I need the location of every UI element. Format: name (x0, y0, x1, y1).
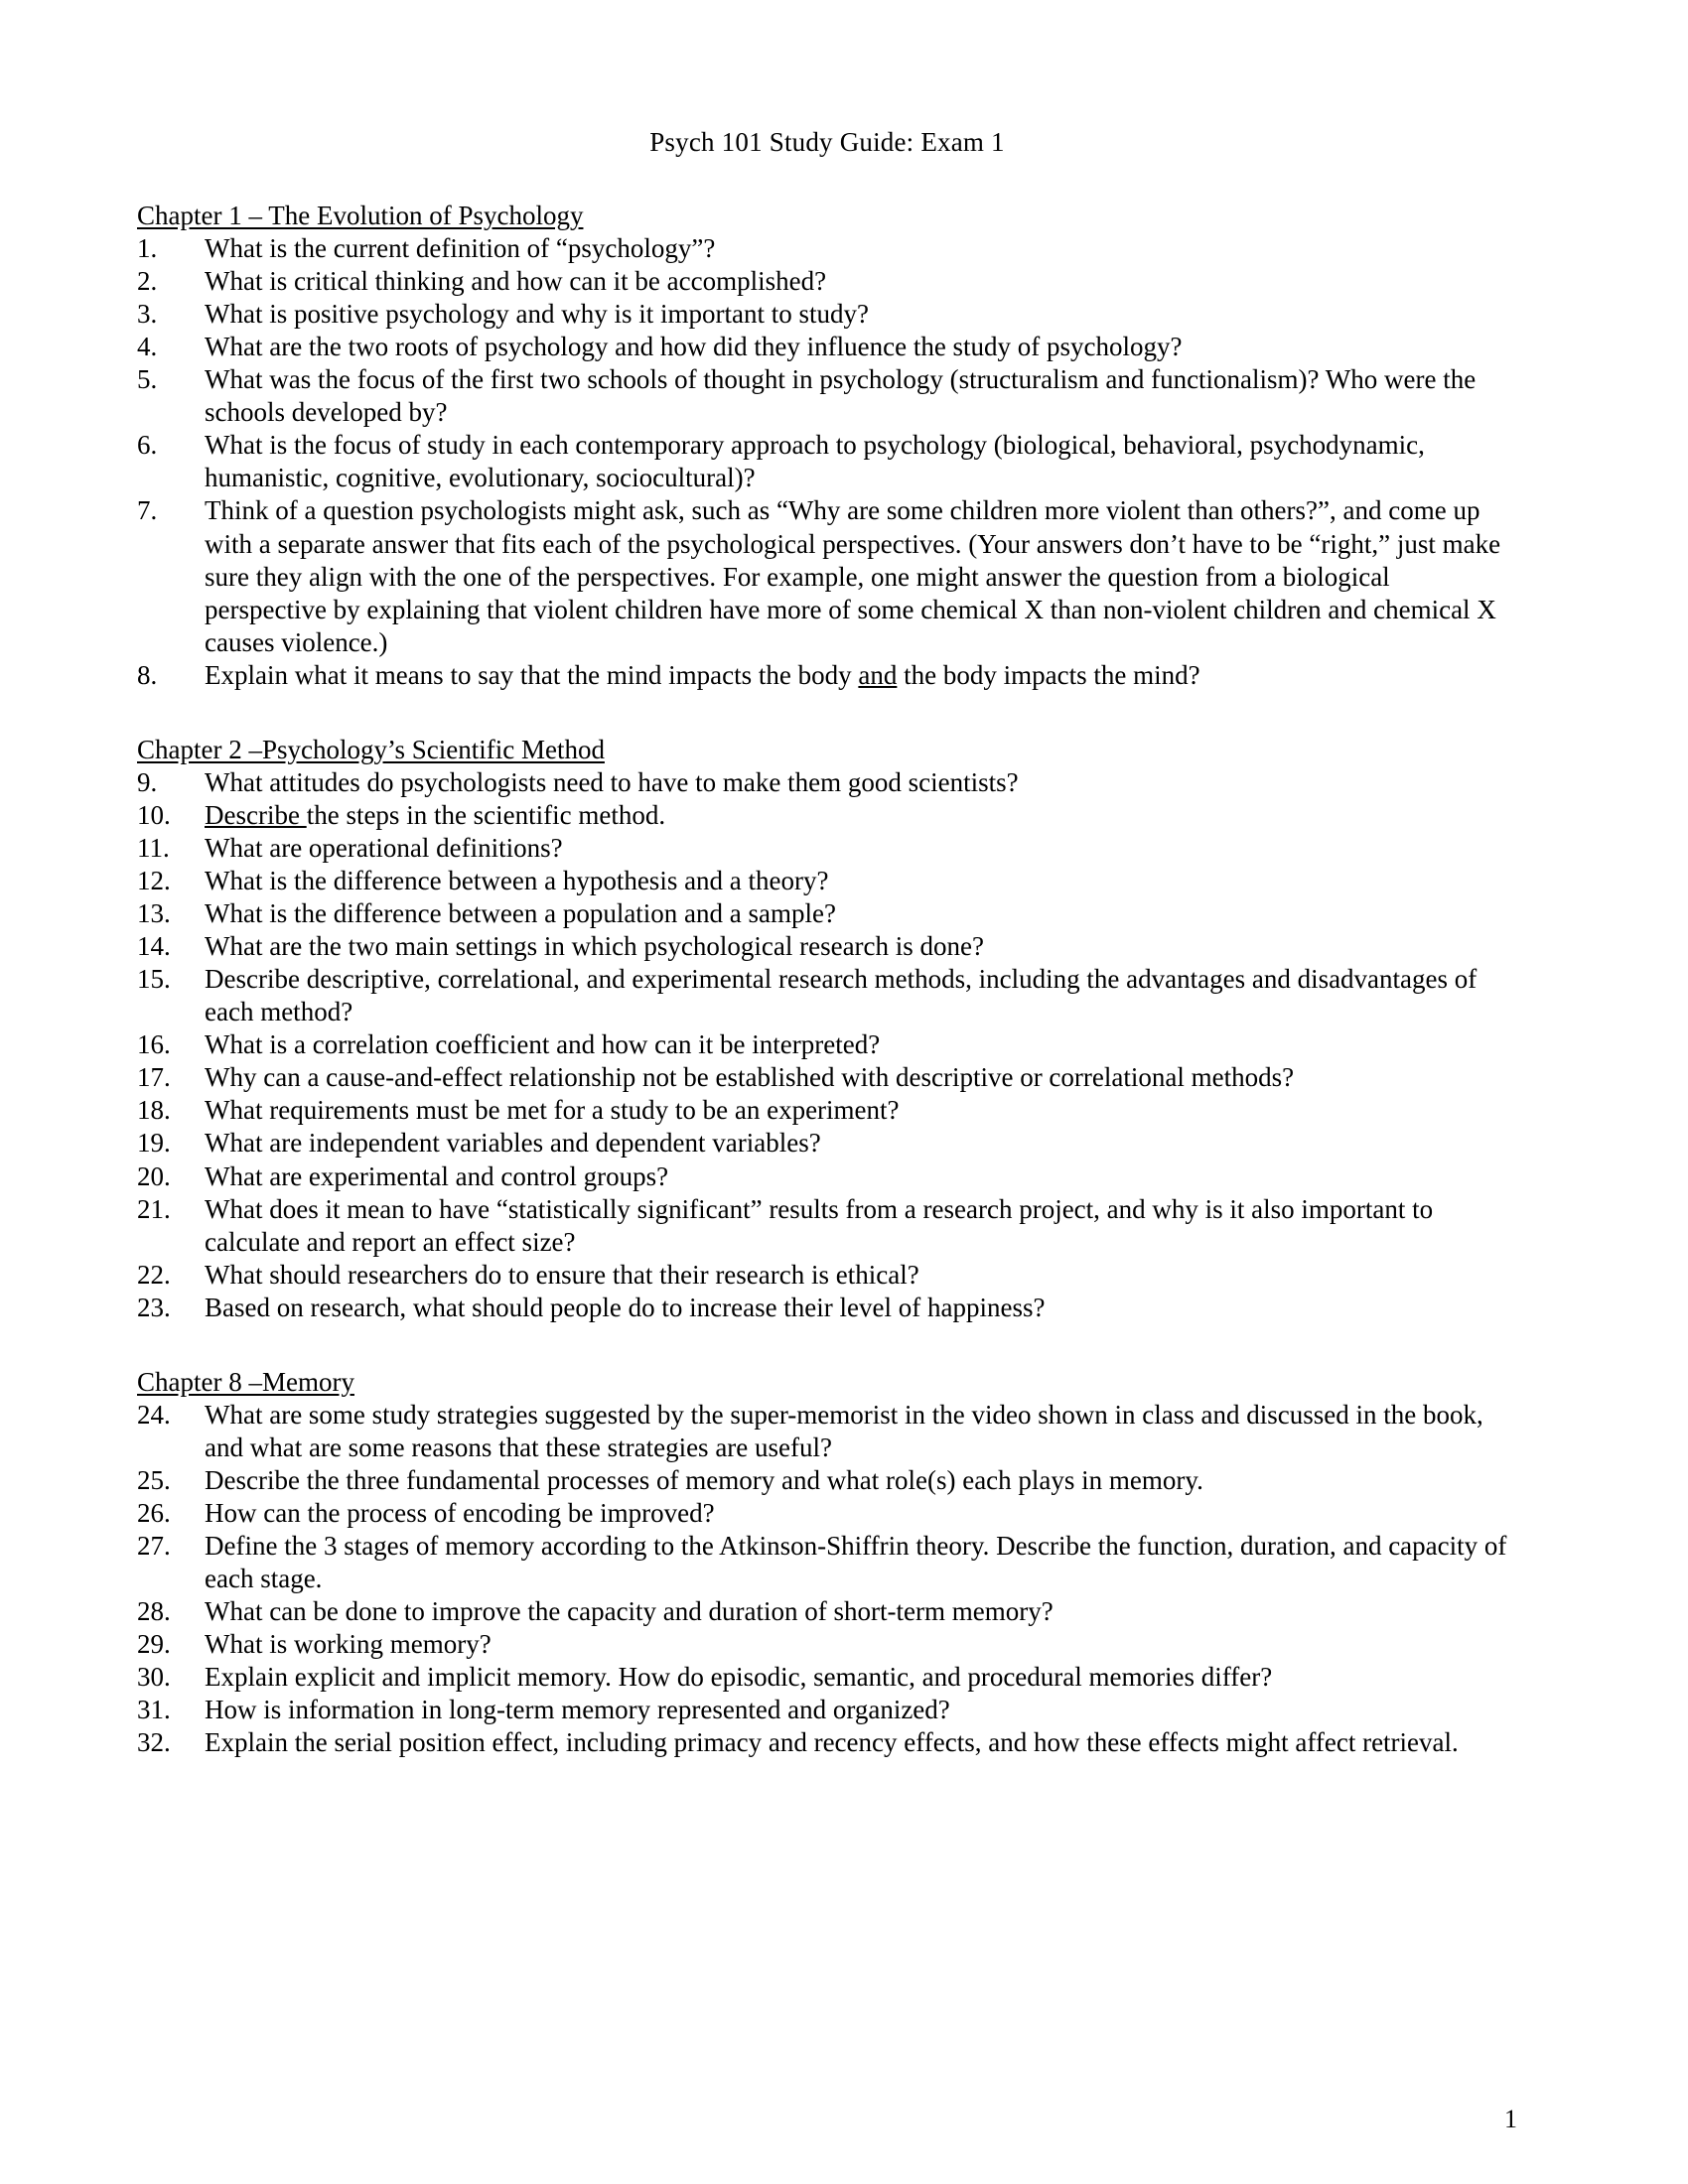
question-item (137, 429, 1517, 494)
question-number: 10. (137, 799, 171, 830)
question-item (137, 1530, 1517, 1595)
question-item (137, 963, 1517, 1028)
chapter-heading-text: Chapter 1 – The Evolution of Psychology (137, 201, 584, 231)
question-item (137, 1497, 1517, 1530)
question-item (137, 659, 1517, 692)
question-number: 17. (137, 1062, 171, 1093)
page-title: Psych 101 Study Guide: Exam 1 (649, 127, 1005, 157)
chapter-heading-text: Chapter 2 –Psychology’s Scientific Method (137, 734, 605, 764)
question-item (137, 494, 1517, 658)
question-text: What are independent variables and dependent variables? (205, 1128, 821, 1159)
question-list (137, 1399, 1517, 1760)
question-number: 28. (137, 1596, 171, 1627)
question-item (137, 363, 1517, 429)
question-number: 32. (137, 1727, 171, 1758)
question-number: 25. (137, 1464, 171, 1495)
question-number: 1. (137, 232, 158, 263)
question-item (137, 930, 1517, 963)
question-text: What is positive psychology and why is it important to study? (205, 299, 869, 330)
question-item (137, 897, 1517, 930)
chapter-section (137, 200, 1517, 692)
chapter-heading (137, 734, 1517, 766)
question-item (137, 832, 1517, 865)
question-item (137, 1292, 1517, 1324)
chapter-heading (137, 200, 1517, 232)
question-item (137, 1193, 1517, 1259)
question-text-after: the body impacts the mind? (897, 659, 1200, 690)
question-number: 14. (137, 931, 171, 962)
question-number: 22. (137, 1259, 171, 1290)
question-item (137, 1259, 1517, 1292)
question-text: Based on research, what should people do to increase their level of happiness? (205, 1292, 1046, 1322)
question-number: 8. (137, 659, 158, 690)
question-list (137, 232, 1517, 692)
question-text: What requirements must be met for a study to be an experiment? (205, 1095, 900, 1126)
question-text: What is the difference between a hypothesis and a theory? (205, 865, 829, 895)
question-number: 12. (137, 865, 171, 895)
question-number: 7. (137, 495, 158, 526)
question-number: 16. (137, 1029, 171, 1060)
question-text: What was the focus of the first two schools of thought in psychology (structuralism and functionalism)? Who were the schools developed by? (205, 364, 1477, 428)
question-item (137, 1726, 1517, 1759)
question-text: What is critical thinking and how can it be accomplished? (205, 266, 827, 297)
question-text: How is information in long-term memory represented and organized? (205, 1695, 950, 1725)
question-item (137, 865, 1517, 897)
question-text: Explain the serial position effect, including primacy and recency effects, and how these effects might affect retrieval. (205, 1727, 1459, 1758)
question-text: What are experimental and control groups? (205, 1160, 669, 1191)
question-item (137, 1061, 1517, 1094)
question-item (137, 1160, 1517, 1193)
question-text: How can the process of encoding be improved? (205, 1497, 715, 1528)
chapter-section (137, 734, 1517, 1324)
question-number: 30. (137, 1662, 171, 1693)
question-text: What is the focus of study in each contemporary approach to psychology (biological, behavioral, psychodynamic, humanistic, cognitive, evolutionary, sociocultural)? (205, 430, 1425, 493)
question-text: What should researchers do to ensure that their research is ethical? (205, 1259, 919, 1290)
question-item (137, 232, 1517, 265)
question-number: 13. (137, 898, 171, 929)
question-text-rest: the steps in the scientific method. (306, 799, 666, 830)
question-number: 5. (137, 364, 158, 395)
question-text: Define the 3 stages of memory according to the Atkinson-Shiffrin theory. Describe the function, duration, and capacity of each stage. (205, 1531, 1507, 1594)
question-text-underlined: and (858, 659, 898, 690)
question-text: What attitudes do psychologists need to have to make them good scientists? (205, 766, 1019, 797)
chapter-heading-text: Chapter 8 –Memory (137, 1366, 354, 1397)
question-item (137, 1628, 1517, 1661)
question-text: What are the two roots of psychology and how did they influence the study of psychology? (205, 332, 1183, 362)
chapter-section (137, 1366, 1517, 1760)
question-item (137, 1661, 1517, 1694)
question-text: Why can a cause-and-effect relationship not be established with descriptive or correlational methods? (205, 1062, 1295, 1093)
question-text: What does it mean to have “statistically significant” results from a research project, and why is it also important to calculate and report an effect size? (205, 1193, 1434, 1257)
question-item (137, 1595, 1517, 1628)
question-text-underlined: Describe (205, 799, 307, 830)
question-text: What are some study strategies suggested by the super-memorist in the video shown in class and discussed in the book, and what are some reasons that these strategies are useful? (205, 1399, 1483, 1462)
question-text (205, 660, 1200, 690)
page-number: 1 (1504, 2105, 1517, 2133)
chapter-heading (137, 1366, 1517, 1399)
question-item (137, 265, 1517, 298)
question-item (137, 1127, 1517, 1160)
question-number: 3. (137, 299, 158, 330)
question-item (137, 1399, 1517, 1464)
question-text (205, 800, 665, 830)
question-number: 9. (137, 766, 158, 797)
question-text: What is working memory? (205, 1629, 492, 1660)
question-item (137, 1094, 1517, 1127)
question-item (137, 331, 1517, 363)
question-number: 23. (137, 1292, 171, 1322)
question-number: 6. (137, 430, 158, 461)
question-number: 27. (137, 1531, 171, 1562)
question-number: 19. (137, 1128, 171, 1159)
question-number: 2. (137, 266, 158, 297)
question-text: What is a correlation coefficient and how can it be interpreted? (205, 1029, 881, 1060)
question-text: What are the two main settings in which psychological research is done? (205, 931, 985, 962)
sections-container (137, 200, 1517, 1759)
question-item (137, 1464, 1517, 1497)
question-text: Describe descriptive, correlational, and experimental research methods, including the advantages and disadvantages of each method? (205, 964, 1477, 1027)
question-number: 26. (137, 1497, 171, 1528)
question-item (137, 1028, 1517, 1061)
question-text: Think of a question psychologists might ask, such as “Why are some children more violent than others?”, and come up with a separate answer that fits each of the psychological perspectives. (Your answers don’t have to be “right,” just make sure they align with the one of the perspectives. For example, one might answer the question from a biological perspective by explaining that violent children have more of some chemical X than non-violent children and chemical X causes violence.) (205, 495, 1501, 657)
question-number: 31. (137, 1695, 171, 1725)
question-number: 11. (137, 832, 170, 863)
question-text: Explain explicit and implicit memory. How do episodic, semantic, and procedural memories differ? (205, 1662, 1273, 1693)
question-number: 20. (137, 1160, 171, 1191)
question-item (137, 1694, 1517, 1726)
question-number: 21. (137, 1193, 171, 1224)
question-item (137, 298, 1517, 331)
question-text: Describe the three fundamental processes of memory and what role(s) each plays in memory. (205, 1464, 1203, 1495)
question-text: What can be done to improve the capacity and duration of short-term memory? (205, 1596, 1054, 1627)
question-number: 15. (137, 964, 171, 995)
question-number: 24. (137, 1399, 171, 1430)
question-list (137, 766, 1517, 1324)
question-item (137, 766, 1517, 799)
question-text-before: Explain what it means to say that the mind impacts the body (205, 659, 859, 690)
question-number: 29. (137, 1629, 171, 1660)
question-number: 4. (137, 332, 158, 362)
question-text: What is the current definition of “psychology”? (205, 232, 716, 263)
question-text: What is the difference between a population and a sample? (205, 898, 836, 929)
question-text: What are operational definitions? (205, 832, 563, 863)
question-number: 18. (137, 1095, 171, 1126)
question-item (137, 799, 1517, 832)
